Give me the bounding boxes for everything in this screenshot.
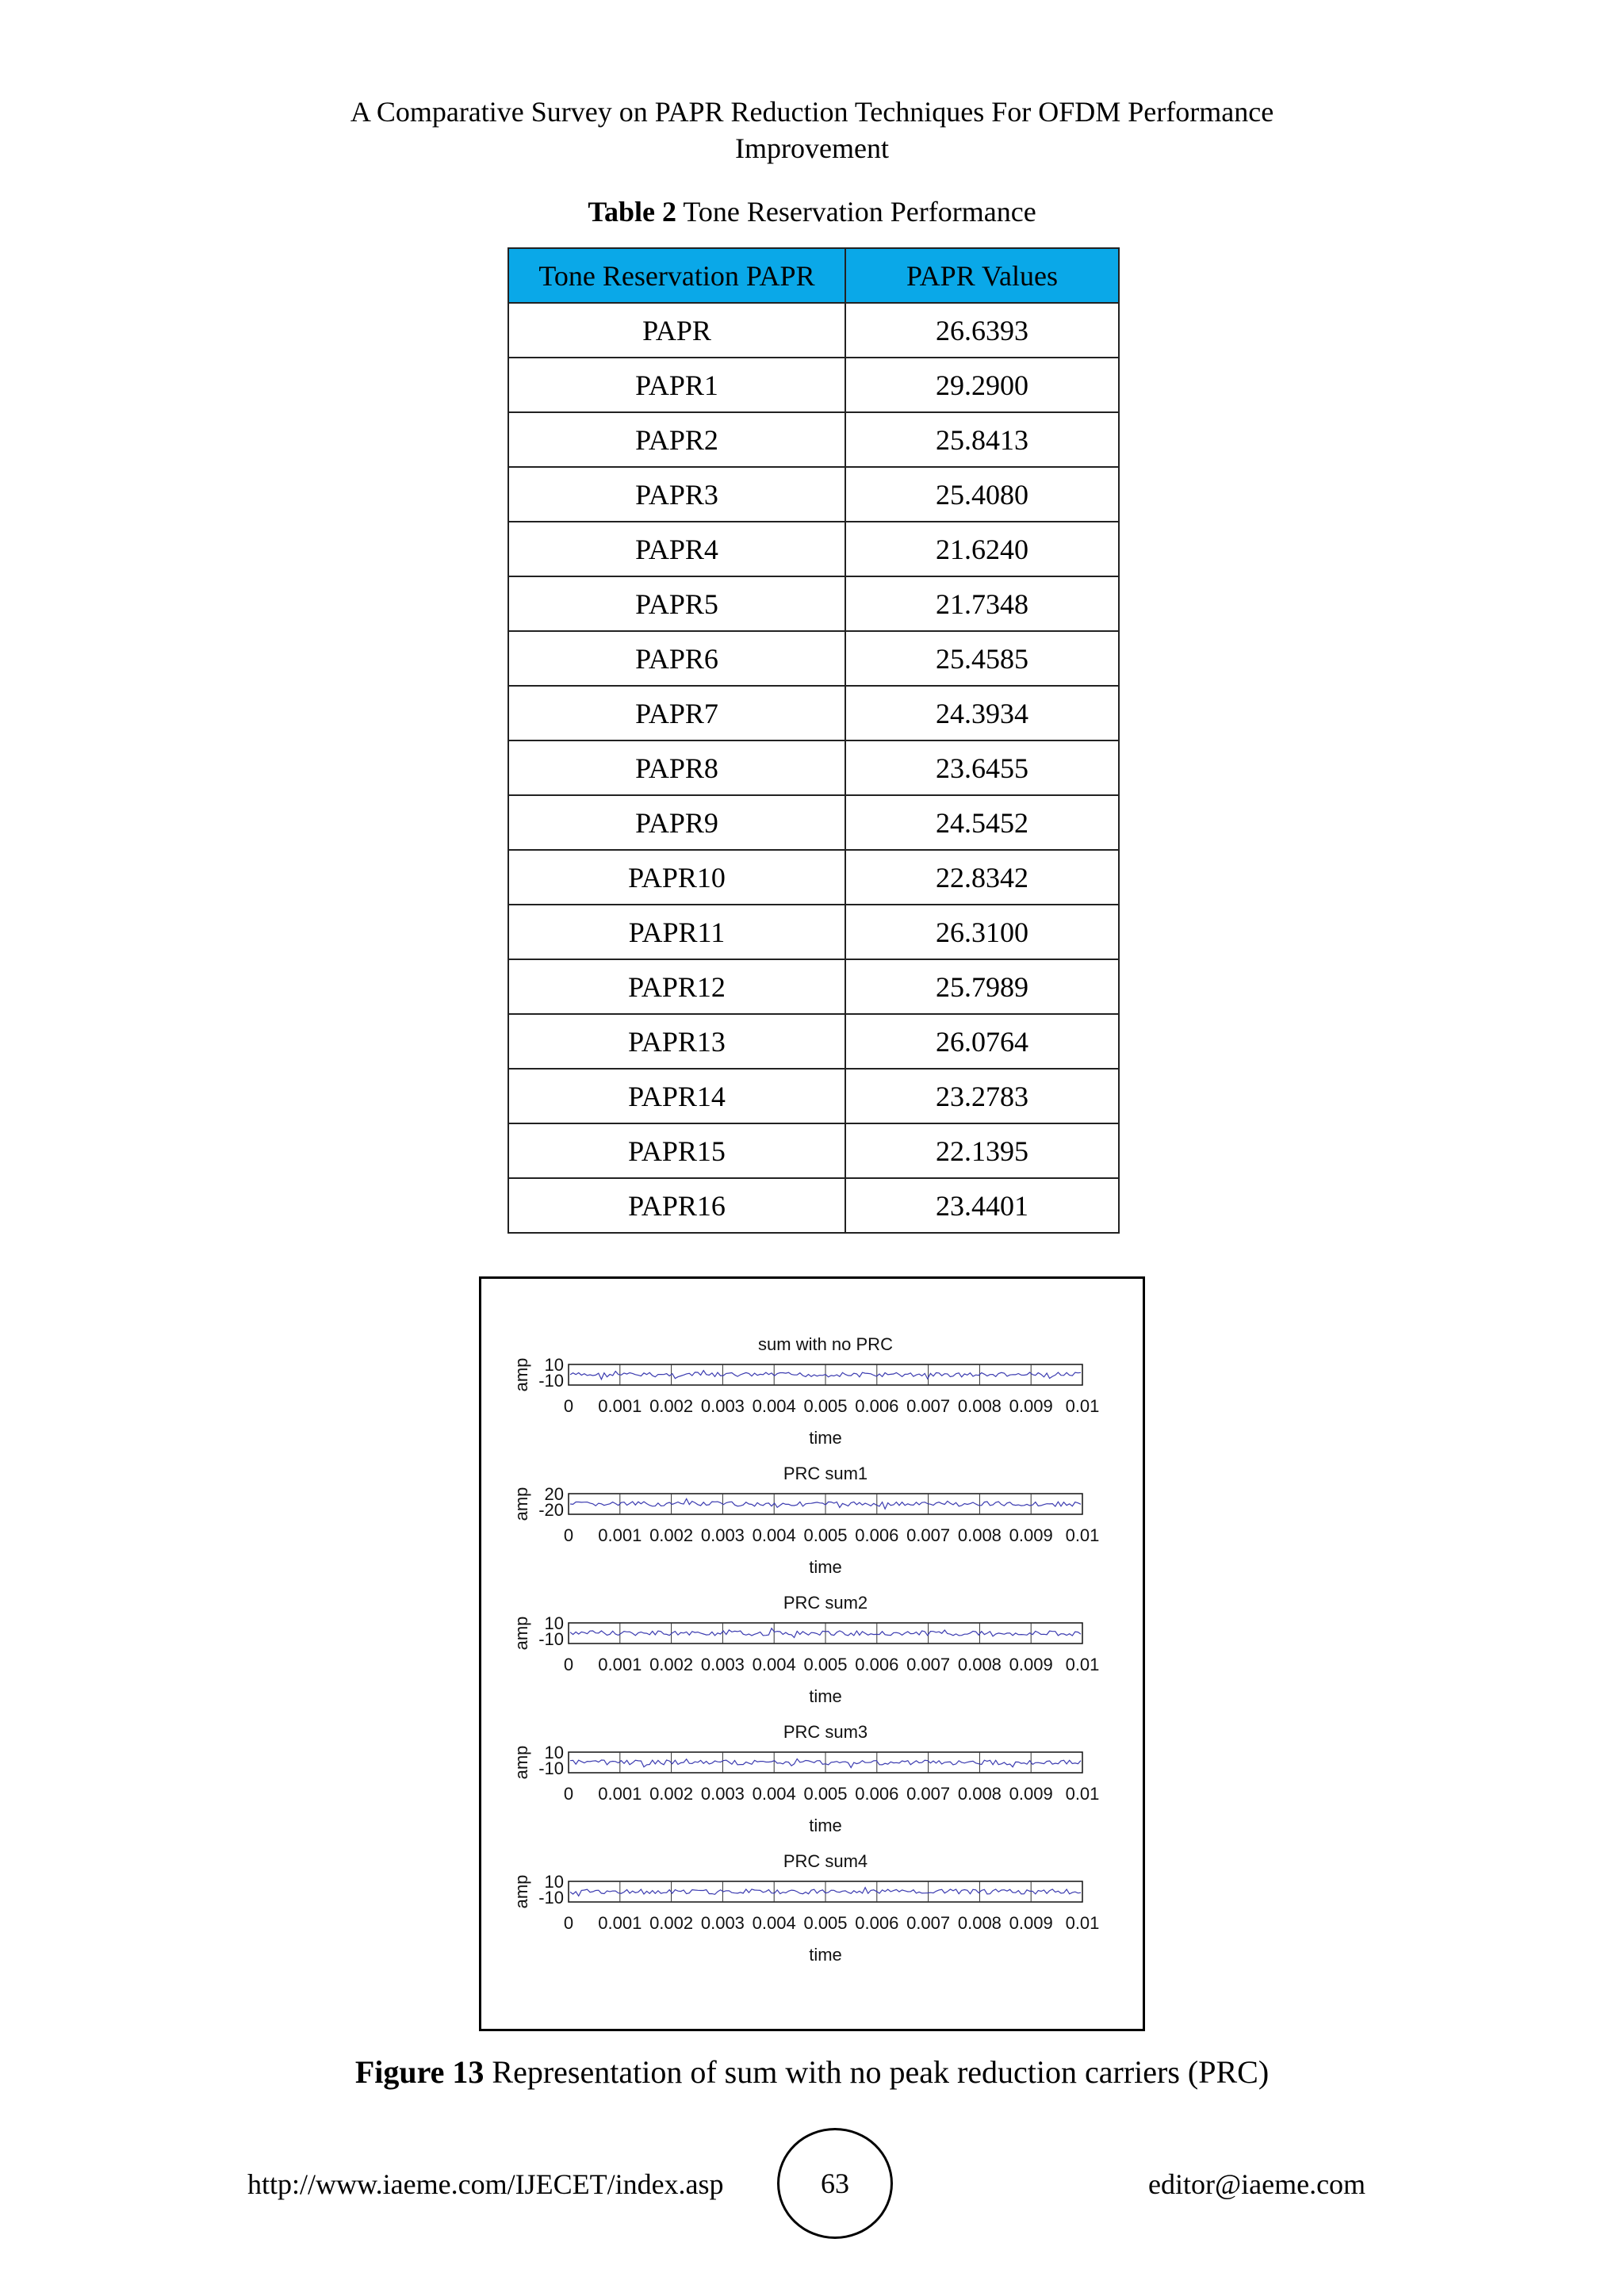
- x-tick-label: 0.007: [906, 1784, 951, 1804]
- x-tick-label: 0.003: [700, 1525, 745, 1545]
- x-tick-label: 0.009: [1009, 1655, 1053, 1674]
- x-tick-label: 0.01: [1065, 1784, 1100, 1804]
- x-tick-label: 0.007: [906, 1396, 951, 1416]
- row-value: 25.4080: [845, 467, 1119, 522]
- table-row: [508, 795, 1119, 850]
- y-tick-label: 10: [544, 1355, 564, 1375]
- x-tick-label: 0.01: [1065, 1913, 1100, 1933]
- x-tick-label: 0.01: [1065, 1525, 1100, 1545]
- column-header: Tone Reservation PAPR: [508, 248, 845, 303]
- x-tick-label: 0.008: [957, 1784, 1002, 1804]
- row-label: PAPR: [508, 303, 845, 358]
- y-axis-label: amp: [511, 1745, 531, 1780]
- table-caption-text: Tone Reservation Performance: [676, 196, 1036, 228]
- figure-13-plots: [481, 1279, 1143, 2029]
- x-axis-label: time: [809, 1428, 842, 1448]
- y-tick-label: 10: [544, 1872, 564, 1892]
- row-label: PAPR12: [508, 959, 845, 1014]
- row-value: 29.2900: [845, 358, 1119, 412]
- row-label: PAPR15: [508, 1123, 845, 1178]
- x-tick-label: 0.006: [855, 1396, 899, 1416]
- table-row: [508, 576, 1119, 631]
- row-label: PAPR5: [508, 576, 845, 631]
- row-label: PAPR7: [508, 686, 845, 740]
- x-tick-label: 0.002: [649, 1784, 694, 1804]
- y-axis-label: amp: [511, 1874, 531, 1909]
- x-tick-label: 0.006: [855, 1913, 899, 1933]
- x-tick-label: 0: [563, 1525, 574, 1545]
- table-header-row: [508, 248, 1119, 303]
- x-tick-label: 0.007: [906, 1525, 951, 1545]
- x-axis-label: time: [809, 1557, 842, 1577]
- row-value: 21.6240: [845, 522, 1119, 576]
- x-tick-label: 0.002: [649, 1913, 694, 1933]
- x-tick-label: 0.01: [1065, 1655, 1100, 1674]
- x-tick-label: 0.001: [598, 1655, 642, 1674]
- column-header: PAPR Values: [845, 248, 1119, 303]
- x-tick-label: 0.007: [906, 1913, 951, 1933]
- running-header: [0, 94, 1624, 166]
- table-row: [508, 1178, 1119, 1233]
- x-tick-label: 0.008: [957, 1655, 1002, 1674]
- x-tick-label: 0: [563, 1655, 574, 1674]
- figure-caption-text: Representation of sum with no peak reduction carriers (PRC): [484, 2054, 1270, 2090]
- x-tick-label: 0.002: [649, 1396, 694, 1416]
- page-number: [777, 2128, 893, 2239]
- y-axis-label: amp: [511, 1357, 531, 1392]
- subplot-title: PRC sum2: [783, 1593, 868, 1613]
- x-tick-label: 0.001: [598, 1525, 642, 1545]
- x-tick-label: 0.003: [700, 1655, 745, 1674]
- footer-url[interactable]: http://www.iaeme.com/IJECET/index.asp: [247, 2168, 724, 2200]
- row-label: PAPR10: [508, 850, 845, 905]
- x-tick-label: 0.007: [906, 1655, 951, 1674]
- subplot-title: PRC sum1: [783, 1464, 868, 1483]
- table-row: [508, 850, 1119, 905]
- table-row: [508, 740, 1119, 795]
- figure-caption-label: Figure 13: [354, 2054, 485, 2090]
- x-tick-label: 0.008: [957, 1913, 1002, 1933]
- x-tick-label: 0.001: [598, 1396, 642, 1416]
- x-tick-label: 0.005: [803, 1655, 848, 1674]
- y-axis-label: amp: [511, 1487, 531, 1521]
- subplot-title: sum with no PRC: [758, 1334, 893, 1354]
- x-tick-label: 0.002: [649, 1655, 694, 1674]
- table-row: [508, 467, 1119, 522]
- table-row: [508, 1069, 1119, 1123]
- row-label: PAPR13: [508, 1014, 845, 1069]
- x-tick-label: 0.009: [1009, 1525, 1053, 1545]
- table-row: [508, 631, 1119, 686]
- table-row: [508, 959, 1119, 1014]
- table-caption-label: Table 2: [588, 196, 677, 228]
- row-value: 25.8413: [845, 412, 1119, 467]
- row-value: 26.0764: [845, 1014, 1119, 1069]
- x-axis-label: time: [809, 1945, 842, 1965]
- x-tick-label: 0.003: [700, 1784, 745, 1804]
- table-row: [508, 686, 1119, 740]
- x-tick-label: 0.004: [752, 1784, 796, 1804]
- x-tick-label: 0: [563, 1913, 574, 1933]
- header-line-2: Improvement: [735, 132, 889, 164]
- figure-13-box: [479, 1276, 1145, 2031]
- x-tick-label: 0.006: [855, 1525, 899, 1545]
- x-tick-label: 0.005: [803, 1913, 848, 1933]
- subplot-title: PRC sum4: [783, 1851, 868, 1871]
- row-label: PAPR9: [508, 795, 845, 850]
- row-value: 22.8342: [845, 850, 1119, 905]
- y-axis-label: amp: [511, 1616, 531, 1651]
- table-caption: [0, 195, 1624, 228]
- figure-caption: [0, 2053, 1624, 2091]
- y-tick-label: -10: [538, 1629, 564, 1649]
- x-tick-label: 0.005: [803, 1525, 848, 1545]
- row-value: 25.7989: [845, 959, 1119, 1014]
- y-tick-label: 20: [544, 1484, 564, 1504]
- table-row: [508, 1123, 1119, 1178]
- row-value: 22.1395: [845, 1123, 1119, 1178]
- x-tick-label: 0.001: [598, 1784, 642, 1804]
- row-value: 21.7348: [845, 576, 1119, 631]
- table-row: [508, 303, 1119, 358]
- row-label: PAPR14: [508, 1069, 845, 1123]
- y-tick-label: -10: [538, 1758, 564, 1778]
- page-number-text: 63: [821, 2168, 849, 2199]
- x-tick-label: 0: [563, 1784, 574, 1804]
- x-tick-label: 0.009: [1009, 1396, 1053, 1416]
- y-tick-label: -10: [538, 1888, 564, 1908]
- x-tick-label: 0.009: [1009, 1913, 1053, 1933]
- subplot-title: PRC sum3: [783, 1722, 868, 1742]
- papr-table: [508, 247, 1120, 1234]
- y-tick-label: -10: [538, 1371, 564, 1391]
- x-axis-label: time: [809, 1816, 842, 1835]
- row-value: 24.5452: [845, 795, 1119, 850]
- x-tick-label: 0.006: [855, 1655, 899, 1674]
- x-tick-label: 0.008: [957, 1525, 1002, 1545]
- y-tick-label: 10: [544, 1613, 564, 1633]
- x-tick-label: 0.005: [803, 1784, 848, 1804]
- row-value: 24.3934: [845, 686, 1119, 740]
- row-value: 23.4401: [845, 1178, 1119, 1233]
- x-tick-label: 0.004: [752, 1655, 796, 1674]
- row-label: PAPR3: [508, 467, 845, 522]
- x-tick-label: 0.003: [700, 1913, 745, 1933]
- row-label: PAPR6: [508, 631, 845, 686]
- header-line-1: A Comparative Survey on PAPR Reduction Techniques For OFDM Performance: [350, 96, 1274, 128]
- table-row: [508, 1014, 1119, 1069]
- x-tick-label: 0.004: [752, 1913, 796, 1933]
- x-tick-label: 0.01: [1065, 1396, 1100, 1416]
- row-label: PAPR8: [508, 740, 845, 795]
- x-tick-label: 0.006: [855, 1784, 899, 1804]
- table-row: [508, 905, 1119, 959]
- y-tick-label: 10: [544, 1743, 564, 1762]
- row-value: 23.2783: [845, 1069, 1119, 1123]
- x-tick-label: 0.001: [598, 1913, 642, 1933]
- x-tick-label: 0.003: [700, 1396, 745, 1416]
- row-label: PAPR16: [508, 1178, 845, 1233]
- row-value: 26.3100: [845, 905, 1119, 959]
- y-tick-label: -20: [538, 1500, 564, 1520]
- x-tick-label: 0: [563, 1396, 574, 1416]
- x-axis-label: time: [809, 1686, 842, 1706]
- x-tick-label: 0.004: [752, 1525, 796, 1545]
- x-tick-label: 0.009: [1009, 1784, 1053, 1804]
- table-row: [508, 412, 1119, 467]
- row-value: 26.6393: [845, 303, 1119, 358]
- footer-email[interactable]: editor@iaeme.com: [1148, 2168, 1366, 2200]
- x-tick-label: 0.005: [803, 1396, 848, 1416]
- row-value: 23.6455: [845, 740, 1119, 795]
- row-value: 25.4585: [845, 631, 1119, 686]
- x-tick-label: 0.004: [752, 1396, 796, 1416]
- table-row: [508, 522, 1119, 576]
- table-row: [508, 358, 1119, 412]
- row-label: PAPR11: [508, 905, 845, 959]
- row-label: PAPR4: [508, 522, 845, 576]
- row-label: PAPR1: [508, 358, 845, 412]
- x-tick-label: 0.008: [957, 1396, 1002, 1416]
- row-label: PAPR2: [508, 412, 845, 467]
- x-tick-label: 0.002: [649, 1525, 694, 1545]
